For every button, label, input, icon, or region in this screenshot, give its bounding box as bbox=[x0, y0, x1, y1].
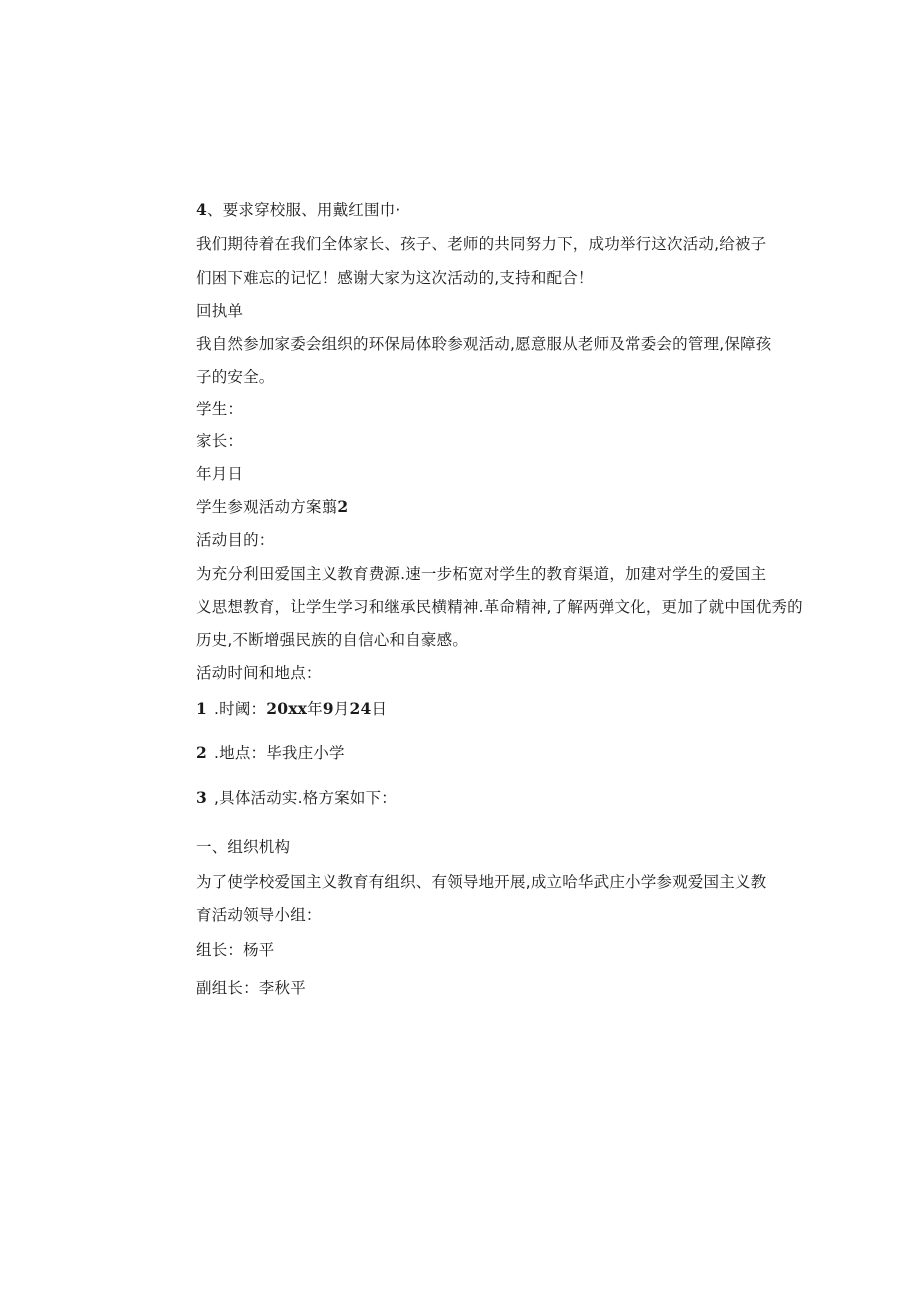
list-item-3-number: 3 bbox=[196, 788, 207, 807]
purpose-label: 活动目的： bbox=[196, 531, 275, 549]
list-item-2-number: 2 bbox=[196, 743, 207, 762]
plan-title-text: 学生参观活动方案翦 bbox=[196, 498, 338, 516]
time-place-label: 活动时间和地点： bbox=[196, 664, 322, 682]
parent-label: 家长： bbox=[196, 432, 244, 450]
list-item-1-prefix: .时阈： bbox=[214, 700, 267, 718]
list-item-3 bbox=[196, 788, 397, 808]
purpose-para-line-3: 历史,不断增强民族的自信心和自豪感。 bbox=[196, 631, 469, 649]
receipt-para-line-1: 我自然参加家委会组织的环保局体聆参观活动,愿意服从老师及常委会的管理,保障孩 bbox=[196, 335, 772, 353]
date-label: 年月日 bbox=[196, 465, 244, 483]
list-item-1-mid2: 月 bbox=[333, 700, 350, 718]
item-4 bbox=[196, 200, 401, 220]
list-item-1-year: 20xx bbox=[266, 699, 308, 718]
plan-title-number: 2 bbox=[337, 497, 349, 516]
list-item-1-month: 9 bbox=[322, 699, 334, 718]
item-4-text: 、要求穿校服、用戴红围巾· bbox=[207, 201, 401, 219]
deputy-line: 副组长：李秋平 bbox=[196, 979, 306, 997]
receipt-para-line-2: 子的安全。 bbox=[196, 368, 275, 386]
org-para-line-2: 育活动领导小组： bbox=[196, 906, 322, 924]
receipt-title: 回执单 bbox=[196, 302, 244, 320]
list-item-1-suffix: 日 bbox=[371, 700, 388, 718]
list-item-3-text: ,具体活动实.格方案如下： bbox=[214, 789, 397, 807]
list-item-1 bbox=[196, 699, 387, 719]
list-item-1-day: 24 bbox=[349, 699, 372, 718]
expect-para-line-1: 我们期待着在我们全体家长、孩子、老师的共同努力下，成功举行这次活动,给被子 bbox=[196, 235, 767, 253]
list-item-2 bbox=[196, 743, 345, 763]
expect-para-line-2: 们困下难忘的记忆！感谢大家为这次活动的,支持和配合！ bbox=[196, 269, 594, 287]
purpose-para-line-1: 为充分利田爱国主义教育费源.速一步柘宽对学生的教育渠道，加建对学生的爱国主 bbox=[196, 565, 767, 583]
org-heading: 一、组织机构 bbox=[196, 838, 291, 856]
leader-line: 组长：杨平 bbox=[196, 941, 275, 959]
plan-title bbox=[196, 497, 348, 517]
item-4-number: 4 bbox=[196, 200, 207, 219]
list-item-1-mid1: 年 bbox=[307, 700, 323, 718]
student-label: 学生： bbox=[196, 400, 244, 418]
org-para-line-1: 为了使学校爱国主义教育有组织、有领导地开展,成立哈华武庄小学参观爱国主义教 bbox=[196, 873, 767, 891]
list-item-1-number: 1 bbox=[196, 699, 207, 718]
list-item-2-text: .地点：毕我庄小学 bbox=[214, 744, 345, 762]
purpose-para-line-2: 义思想教育，让学生学习和继承民横精神.革命精神,了解两弹文化，更加了就中国优秀的 bbox=[196, 598, 803, 616]
